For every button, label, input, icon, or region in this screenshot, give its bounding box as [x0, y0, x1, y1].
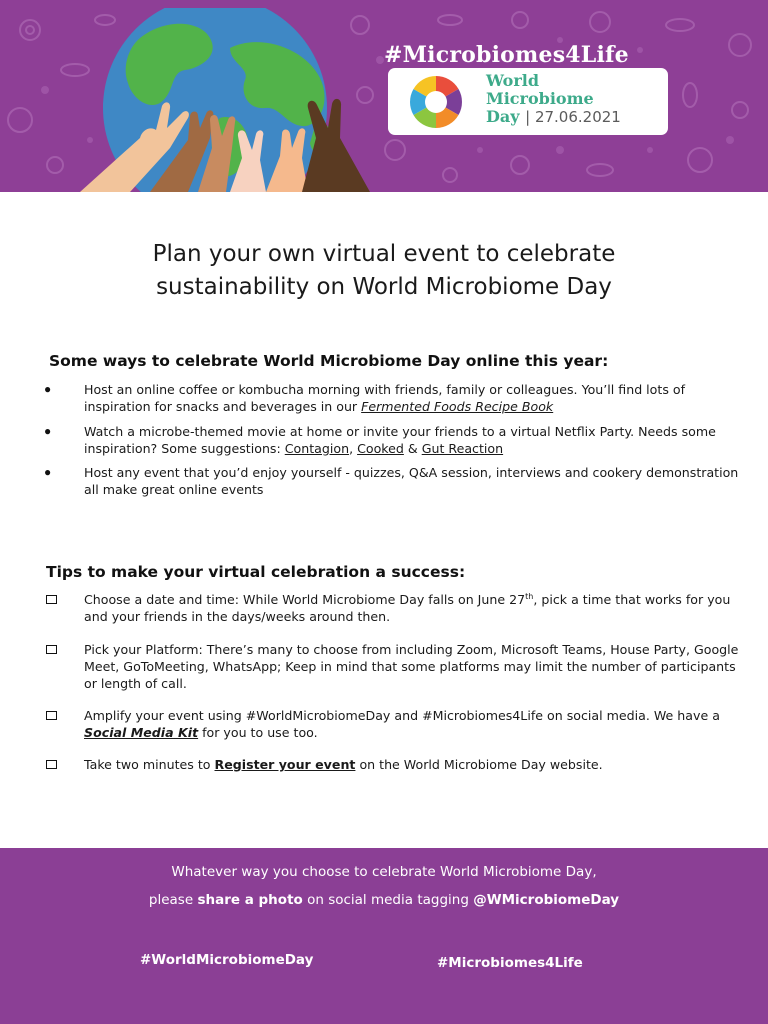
tips-item-4-text-end: on the World Microbiome Day website. — [355, 757, 603, 772]
ways-item-3-text: Host any event that you’d enjoy yourself - quizzes, Q&A session, interviews and cookery demonstration all make great online events — [84, 465, 739, 497]
ways-item-2-text: Watch a microbe-themed movie at home or invite your friends to a virtual Netflix Party. Needs some inspiration? Some suggestions: — [84, 424, 716, 456]
footer-handle: @WMicrobiomeDay — [473, 892, 620, 908]
checkbox-icon — [46, 645, 57, 654]
social-media-kit-link[interactable]: Social Media Kit — [84, 725, 199, 740]
cooked-link[interactable]: Cooked — [357, 441, 404, 456]
separator-text: , — [349, 441, 358, 456]
logo-text-world: World — [486, 71, 540, 90]
footer-text: on social media tagging — [302, 892, 474, 908]
logo-text-day — [486, 108, 621, 126]
footer-share-photo: share a photo — [197, 892, 303, 908]
globe-hands-illustration — [70, 8, 370, 192]
logo-text-day-word: Day — [486, 107, 520, 126]
logo-text-microbiome: Microbiome — [486, 89, 594, 108]
ways-item-3 — [84, 464, 744, 498]
tips-item-4 — [84, 756, 744, 773]
tips-heading: Tips to make your virtual celebration a success: — [46, 563, 466, 581]
tips-item-3-text: Amplify your event using #WorldMicrobiomeDay and #Microbiomes4Life on social media. We have a — [84, 708, 720, 723]
tips-item-1-text-end: , pick a time that works for you and your friends in the days/weeks around then. — [84, 592, 731, 624]
tips-item-1-text: Choose a date and time: While World Microbiome Day falls on June 27 — [84, 592, 526, 607]
ways-item-1-text: Host an online coffee or kombucha morning with friends, family or colleagues. You’ll find lots of inspiration for snacks and beverages in our — [84, 382, 686, 414]
tips-item-2-text: Pick your Platform: There’s many to choose from including Zoom, Microsoft Teams, House Party, Google Meet, GoToMeeting, WhatsApp; Keep in mind that some platforms may limit the number of participants or length of call. — [84, 642, 739, 691]
tips-item-4-text: Take two minutes to — [84, 757, 215, 772]
bullet-icon: ● — [44, 424, 52, 438]
ordinal-suffix: th — [525, 591, 534, 601]
footer-line-1: Whatever way you choose to celebrate World Microbiome Day, — [171, 864, 597, 880]
bullet-icon: ● — [44, 465, 52, 479]
footer-hashtag-microbiomes4life: #Microbiomes4Life — [437, 955, 583, 971]
footer-text: please — [148, 892, 198, 908]
gut-reaction-link[interactable]: Gut Reaction — [421, 441, 504, 456]
contagion-link[interactable]: Contagion — [284, 441, 350, 456]
ways-item-1 — [84, 381, 744, 415]
checkbox-icon — [46, 595, 57, 604]
page-title — [0, 238, 768, 304]
microbiome-wheel-logo — [400, 74, 472, 130]
checkbox-icon — [46, 760, 57, 769]
checkbox-icon — [46, 711, 57, 720]
ways-item-2 — [84, 423, 744, 457]
bullet-icon: ● — [44, 382, 52, 396]
recipe-book-link[interactable]: Fermented Foods Recipe Book — [361, 399, 554, 414]
world-microbiome-day-logo-card — [388, 68, 668, 135]
header-banner — [0, 0, 768, 192]
page-title-line-2: sustainability on World Microbiome Day — [156, 274, 612, 300]
footer-line-2 — [0, 892, 768, 908]
tips-item-3 — [84, 707, 744, 741]
tips-item-2 — [84, 641, 744, 692]
separator-text: & — [403, 441, 422, 456]
footer-hashtag-world-microbiome-day: #WorldMicrobiomeDay — [140, 952, 314, 968]
banner-hashtag: #Microbiomes4Life — [384, 42, 629, 68]
footer-banner — [0, 848, 768, 1024]
logo-date: | 27.06.2021 — [525, 108, 621, 126]
page-title-line-1: Plan your own virtual event to celebrate — [152, 241, 616, 267]
ways-heading: Some ways to celebrate World Microbiome Day online this year: — [49, 352, 609, 370]
tips-item-3-text-end: for you to use too. — [198, 725, 318, 740]
tips-item-1 — [84, 591, 744, 625]
register-event-link[interactable]: Register your event — [214, 757, 356, 772]
